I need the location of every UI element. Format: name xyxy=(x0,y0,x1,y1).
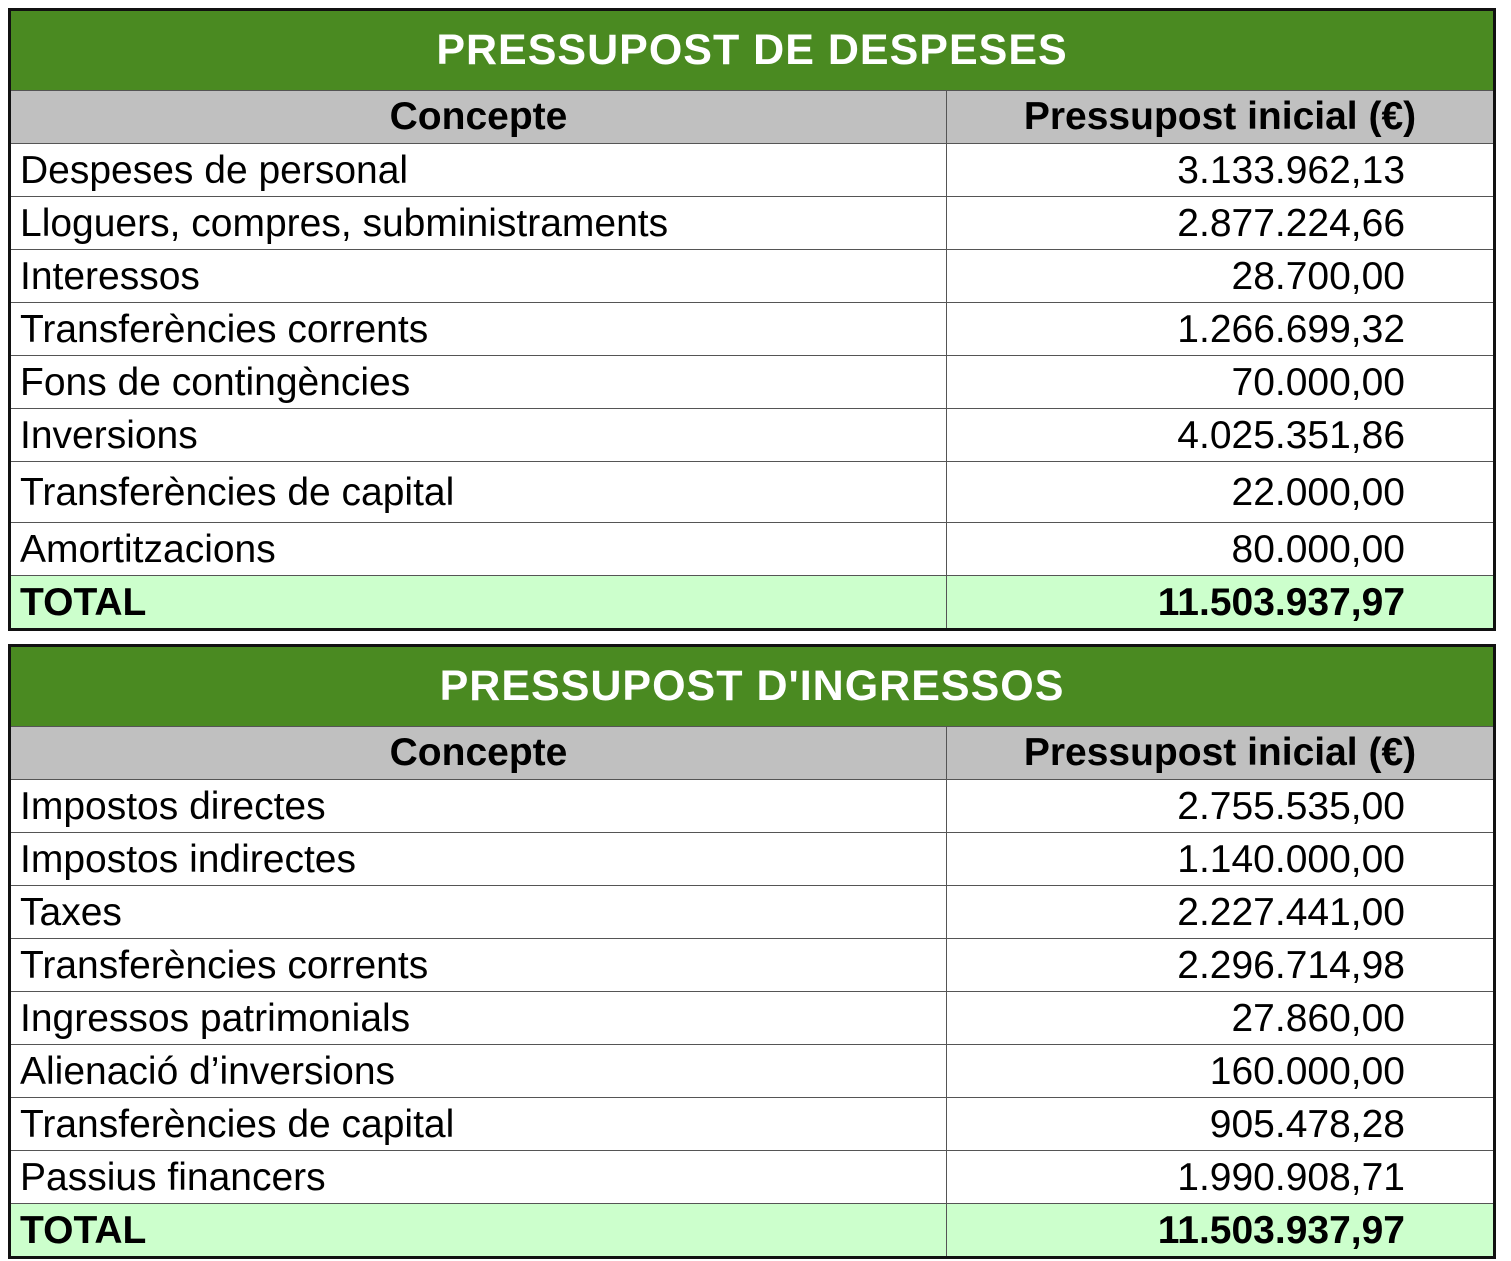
table-row xyxy=(10,1151,1495,1204)
row-amount: 2.755.535,00 xyxy=(947,780,1495,833)
table-row xyxy=(10,1098,1495,1151)
income-header-row xyxy=(10,727,1495,780)
row-concept: Amortitzacions xyxy=(10,523,947,576)
row-amount: 3.133.962,13 xyxy=(947,144,1495,197)
row-concept: Despeses de personal xyxy=(10,144,947,197)
row-amount: 80.000,00 xyxy=(947,523,1495,576)
row-concept: Inversions xyxy=(10,409,947,462)
income-title-row xyxy=(10,646,1495,727)
row-concept: Alienació d’inversions xyxy=(10,1045,947,1098)
row-amount: 27.860,00 xyxy=(947,992,1495,1045)
expenses-total-row xyxy=(10,576,1495,630)
table-row xyxy=(10,1045,1495,1098)
row-concept: Interessos xyxy=(10,250,947,303)
row-amount: 160.000,00 xyxy=(947,1045,1495,1098)
row-concept: Lloguers, compres, subministraments xyxy=(10,197,947,250)
row-concept: Transferències de capital xyxy=(10,462,947,523)
total-label: TOTAL xyxy=(10,576,947,630)
income-title: PRESSUPOST D'INGRESSOS xyxy=(10,646,1495,727)
income-header-amount: Pressupost inicial (€) xyxy=(947,727,1495,780)
table-row xyxy=(10,303,1495,356)
row-amount: 1.266.699,32 xyxy=(947,303,1495,356)
table-row xyxy=(10,833,1495,886)
income-header-concept: Concepte xyxy=(10,727,947,780)
table-row xyxy=(10,356,1495,409)
income-total-row xyxy=(10,1204,1495,1258)
row-concept: Transferències corrents xyxy=(10,303,947,356)
table-row xyxy=(10,886,1495,939)
expenses-header-row xyxy=(10,91,1495,144)
row-concept: Impostos directes xyxy=(10,780,947,833)
row-amount: 905.478,28 xyxy=(947,1098,1495,1151)
row-concept: Transferències de capital xyxy=(10,1098,947,1151)
table-row xyxy=(10,462,1495,523)
row-concept: Taxes xyxy=(10,886,947,939)
table-row xyxy=(10,409,1495,462)
row-concept: Ingressos patrimonials xyxy=(10,992,947,1045)
expenses-title: PRESSUPOST DE DESPESES xyxy=(10,10,1495,91)
expenses-table xyxy=(8,8,1496,631)
expenses-header-concept: Concepte xyxy=(10,91,947,144)
table-row xyxy=(10,197,1495,250)
income-table xyxy=(8,644,1496,1259)
table-row xyxy=(10,144,1495,197)
table-row xyxy=(10,250,1495,303)
total-amount: 11.503.937,97 xyxy=(947,576,1495,630)
table-row xyxy=(10,523,1495,576)
row-amount: 70.000,00 xyxy=(947,356,1495,409)
row-amount: 28.700,00 xyxy=(947,250,1495,303)
row-amount: 4.025.351,86 xyxy=(947,409,1495,462)
total-amount: 11.503.937,97 xyxy=(947,1204,1495,1258)
row-concept: Impostos indirectes xyxy=(10,833,947,886)
row-concept: Transferències corrents xyxy=(10,939,947,992)
row-amount: 22.000,00 xyxy=(947,462,1495,523)
table-row xyxy=(10,992,1495,1045)
expenses-header-amount: Pressupost inicial (€) xyxy=(947,91,1495,144)
table-row xyxy=(10,939,1495,992)
row-amount: 1.140.000,00 xyxy=(947,833,1495,886)
total-label: TOTAL xyxy=(10,1204,947,1258)
row-concept: Passius financers xyxy=(10,1151,947,1204)
row-amount: 2.296.714,98 xyxy=(947,939,1495,992)
row-amount: 2.227.441,00 xyxy=(947,886,1495,939)
row-amount: 2.877.224,66 xyxy=(947,197,1495,250)
row-concept: Fons de contingències xyxy=(10,356,947,409)
row-amount: 1.990.908,71 xyxy=(947,1151,1495,1204)
table-row xyxy=(10,780,1495,833)
expenses-title-row xyxy=(10,10,1495,91)
